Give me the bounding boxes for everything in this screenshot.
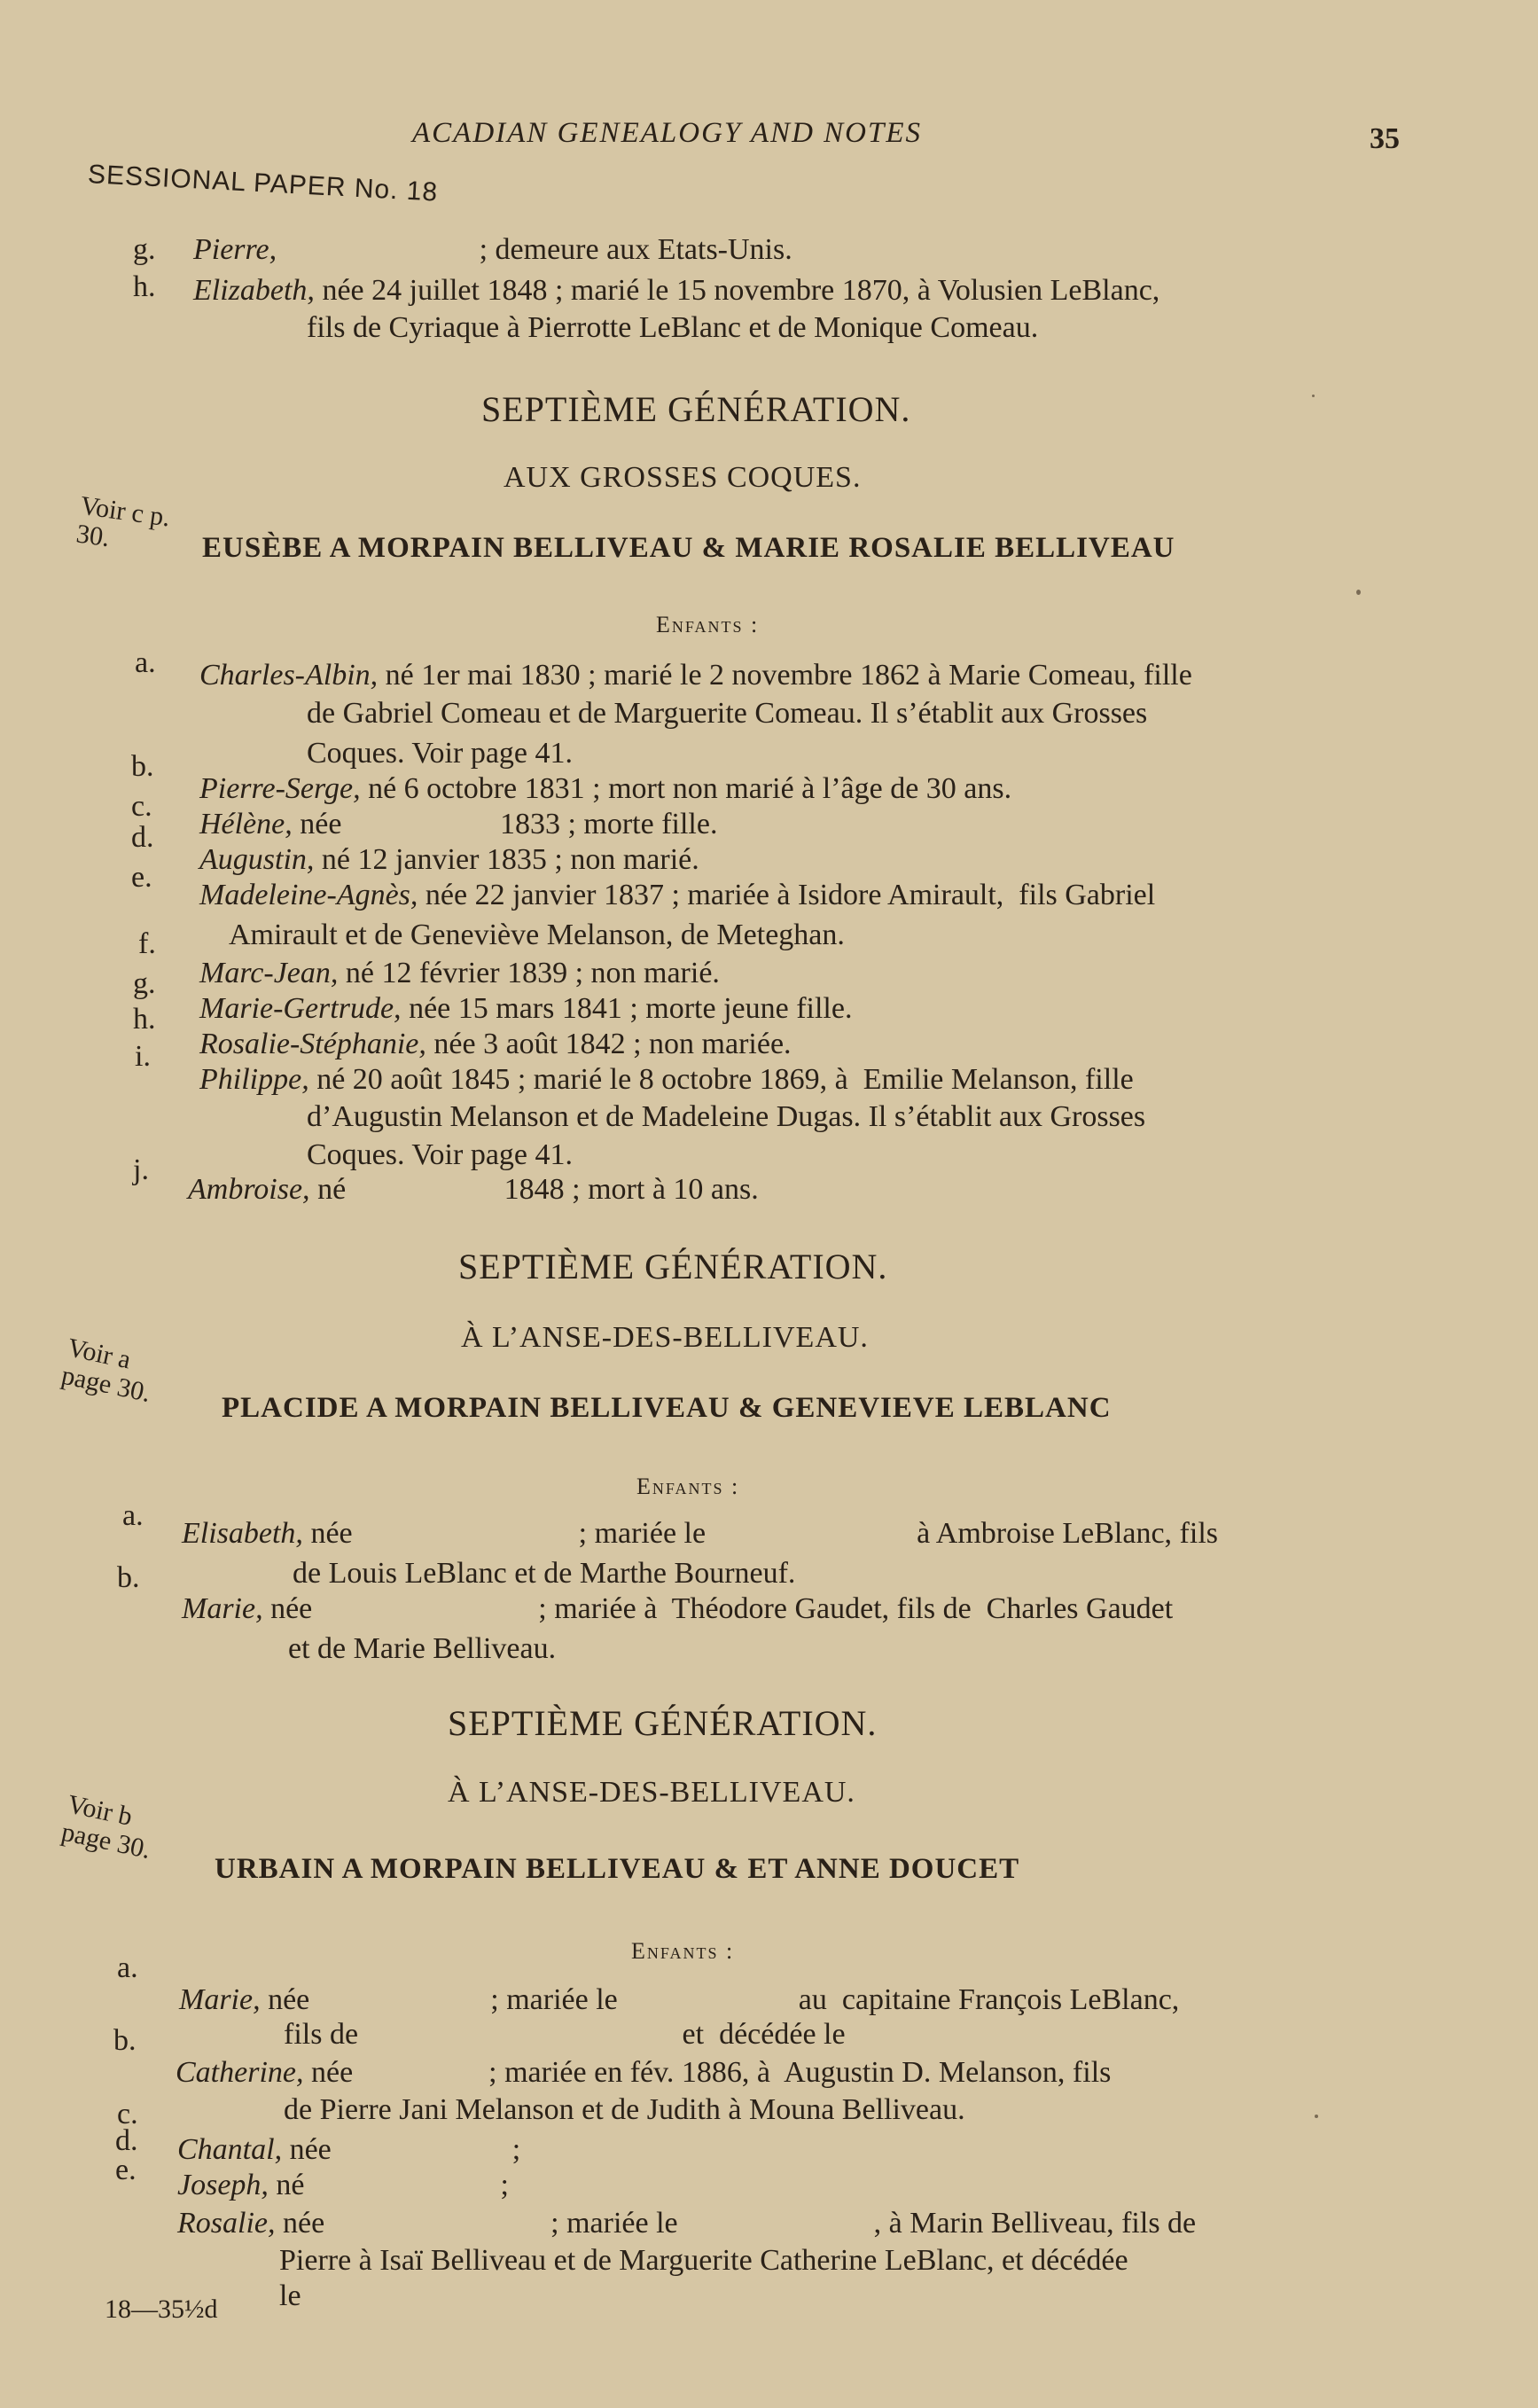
child-text: né 20 août 1845 ; marié le 8 octobre 1869, à Emilie Melanson, fille — [316, 1063, 1134, 1096]
place-heading: À L’ANSE-DES-BELLIVEAU. — [461, 1321, 869, 1354]
child-continuation: le — [279, 2279, 301, 2312]
child-text: née 1833 ; morte fille. — [300, 808, 718, 840]
child-name: Marie-Gertrude, — [199, 992, 402, 1025]
child-letter: c. — [131, 790, 152, 823]
child-text: née ; mariée en fév. 1886, à Augustin D. Melanson, fils — [310, 2056, 1112, 2089]
child-text: né 12 février 1839 ; non marié. — [345, 957, 720, 989]
child-line — [199, 771, 1011, 807]
child-letter: e. — [131, 861, 152, 894]
entry-name: Pierre, — [193, 233, 277, 266]
margin-reference: Voir b page 30. — [59, 1789, 153, 1865]
child-text: né 6 octobre 1831 ; mort non marié à l’âge de 30 ans. — [368, 772, 1012, 805]
generation-heading: SEPTIÈME GÉNÉRATION. — [458, 1247, 888, 1286]
place-heading: À L’ANSE-DES-BELLIVEAU. — [448, 1776, 855, 1809]
child-continuation: d’Augustin Melanson et de Madeleine Dugas. Il s’établit aux Grosses — [307, 1100, 1146, 1133]
child-name: Ambroise, — [188, 1173, 310, 1206]
child-name: Philippe, — [199, 1063, 309, 1096]
child-line — [188, 1172, 759, 1208]
child-text: né 12 janvier 1835 ; non marié. — [321, 843, 699, 876]
child-name: Rosalie-Stéphanie, — [199, 1028, 426, 1060]
entry-letter: h. — [133, 270, 156, 303]
entry-line — [193, 232, 792, 268]
child-line — [177, 2168, 509, 2203]
child-line — [199, 991, 852, 1027]
child-text: né 1848 ; mort à 10 ans. — [317, 1173, 759, 1206]
child-name: Marc-Jean, — [199, 957, 339, 989]
child-letter: b. — [117, 1561, 140, 1594]
paper-speck — [1356, 590, 1361, 595]
child-continuation: Amirault et de Geneviève Melanson, de Meteghan. — [229, 919, 845, 951]
child-letter: g. — [133, 967, 156, 1000]
page-number: 35 — [1370, 122, 1400, 155]
child-line — [199, 807, 717, 842]
child-line — [199, 956, 720, 991]
child-continuation: fils de et décédée le — [284, 2018, 846, 2051]
entry-letter: g. — [133, 233, 156, 266]
child-letter: b. — [113, 2024, 137, 2057]
child-text: né 1er mai 1830 ; marié le 2 novembre 1862 à Marie Comeau, fille — [385, 659, 1192, 692]
child-line — [199, 1062, 1134, 1098]
child-continuation: de Gabriel Comeau et de Marguerite Comeau. Il s’établit aux Grosses — [307, 697, 1148, 730]
enfants-heading: Enfants : — [636, 1474, 740, 1499]
child-line — [182, 1516, 1218, 1552]
child-name: Charles-Albin, — [199, 659, 379, 692]
entry-line — [193, 273, 1159, 309]
child-name: Catherine, — [176, 2056, 304, 2089]
entry-text: ; demeure aux Etats-Unis. — [479, 233, 792, 266]
enfants-heading: Enfants : — [656, 612, 760, 637]
margin-reference: Voir a page 30. — [59, 1333, 153, 1408]
child-letter: j. — [133, 1153, 149, 1186]
child-text: née 3 août 1842 ; non mariée. — [433, 1028, 792, 1060]
generation-heading: SEPTIÈME GÉNÉRATION. — [448, 1703, 878, 1743]
child-letter: a. — [122, 1499, 144, 1532]
child-letter: d. — [131, 821, 154, 854]
child-line — [176, 2055, 1111, 2091]
child-continuation: Coques. Voir page 41. — [307, 737, 574, 770]
sessional-stamp: SESSIONAL PAPER No. 18 — [87, 160, 439, 207]
child-text: née 22 janvier 1837 ; mariée à Isidore Amirault, fils Gabriel — [425, 879, 1156, 911]
entry-text: née 24 juillet 1848 ; marié le 15 novembre 1870, à Volusien LeBlanc, — [322, 274, 1160, 307]
child-text: né ; — [276, 2169, 509, 2201]
child-text: née ; mariée le à Ambroise LeBlanc, fils — [310, 1517, 1219, 1550]
child-letter: h. — [133, 1003, 156, 1036]
child-continuation: de Louis LeBlanc et de Marthe Bourneuf. — [293, 1557, 796, 1590]
couple-heading: PLACIDE A MORPAIN BELLIVEAU & GENEVIEVE LEBLANC — [222, 1392, 1112, 1424]
generation-heading: SEPTIÈME GÉNÉRATION. — [481, 389, 911, 429]
child-letter: i. — [135, 1040, 151, 1073]
child-line — [177, 2132, 520, 2168]
child-name: Hélène, — [199, 808, 293, 840]
signature-mark: 18—35½d — [105, 2295, 218, 2324]
child-continuation: Coques. Voir page 41. — [307, 1138, 574, 1171]
place-heading: AUX GROSSES COQUES. — [504, 461, 862, 494]
running-title: ACADIAN GENEALOGY AND NOTES — [412, 117, 923, 149]
child-line — [182, 1591, 1173, 1627]
child-text: née ; — [289, 2133, 521, 2166]
child-line — [199, 658, 1192, 693]
paper-speck — [1315, 2115, 1318, 2118]
child-line — [177, 2206, 1196, 2241]
child-name: Chantal, — [177, 2133, 283, 2166]
couple-heading: EUSÈBE A MORPAIN BELLIVEAU & MARIE ROSALIE BELLIVEAU — [202, 532, 1175, 564]
child-letter: f. — [138, 927, 156, 960]
child-name: Marie, — [179, 1983, 261, 2016]
enfants-heading: Enfants : — [631, 1938, 735, 1964]
child-name: Madeleine-Agnès, — [199, 879, 418, 911]
child-letter: b. — [131, 750, 154, 783]
child-letter: a. — [117, 1951, 138, 1984]
child-name: Pierre-Serge, — [199, 772, 361, 805]
child-name: Joseph, — [177, 2169, 269, 2201]
child-letter: a. — [135, 646, 156, 679]
child-line — [199, 842, 699, 878]
child-name: Augustin, — [199, 843, 315, 876]
entry-continuation: fils de Cyriaque à Pierrotte LeBlanc et de Monique Comeau. — [307, 311, 1039, 344]
child-continuation: et de Marie Belliveau. — [288, 1632, 557, 1665]
couple-heading: URBAIN A MORPAIN BELLIVEAU & ET ANNE DOUCET — [215, 1853, 1020, 1885]
child-text: née 15 mars 1841 ; morte jeune fille. — [409, 992, 853, 1025]
child-text: née ; mariée le au capitaine François LeBlanc, — [268, 1983, 1180, 2016]
child-text: née ; mariée à Théodore Gaudet, fils de Charles Gaudet — [270, 1592, 1174, 1625]
child-name: Marie, — [182, 1592, 263, 1625]
child-letter: e. — [115, 2154, 137, 2186]
child-continuation: de Pierre Jani Melanson et de Judith à Mouna Belliveau. — [284, 2093, 965, 2126]
paper-speck — [1312, 395, 1315, 397]
child-letter: c. — [117, 2098, 138, 2130]
child-line — [179, 1982, 1179, 2018]
child-line — [199, 878, 1155, 913]
child-continuation: Pierre à Isaï Belliveau et de Marguerite Catherine LeBlanc, et décédée — [279, 2244, 1128, 2277]
child-line — [199, 1027, 792, 1062]
entry-name: Elizabeth, — [193, 274, 315, 307]
child-text: née ; mariée le , à Marin Belliveau, fils de — [282, 2207, 1197, 2240]
child-name: Elisabeth, — [182, 1517, 303, 1550]
child-letter: d. — [115, 2124, 138, 2157]
child-name: Rosalie, — [177, 2207, 276, 2240]
margin-reference: Voir c p. 30. — [74, 490, 173, 553]
